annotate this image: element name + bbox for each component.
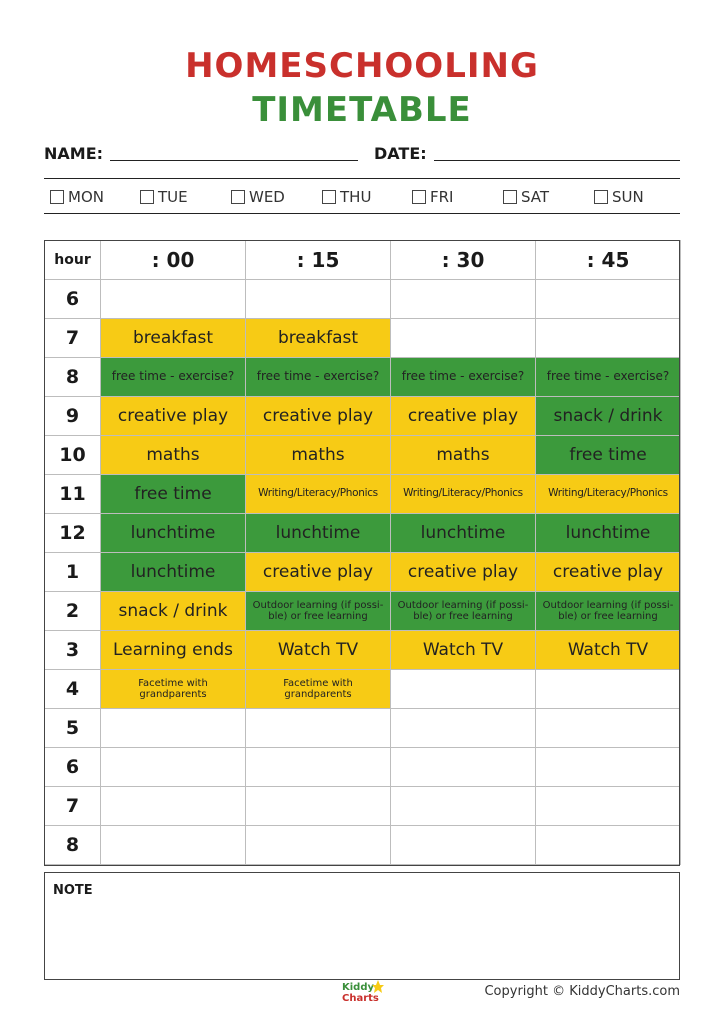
hour-label: 5 <box>45 709 101 748</box>
timetable-cell[interactable] <box>101 436 246 475</box>
note-label: NOTE <box>53 883 93 898</box>
timetable-cell[interactable] <box>536 670 681 709</box>
day-checkboxes <box>50 188 680 208</box>
activity-text: Facetime with grandparents <box>283 678 353 700</box>
activity-text: creative play <box>407 405 519 426</box>
timetable-cell[interactable] <box>536 475 681 514</box>
timetable-cell[interactable] <box>391 319 536 358</box>
activity-text: Watch TV <box>422 639 504 660</box>
timetable-cell[interactable] <box>246 670 391 709</box>
timetable-cell[interactable] <box>246 709 391 748</box>
timetable-cell[interactable] <box>101 475 246 514</box>
timetable-cell[interactable] <box>101 514 246 553</box>
timetable-cell[interactable] <box>246 475 391 514</box>
day-label: SUN <box>612 188 644 206</box>
page-title-line2: TIMETABLE <box>252 90 472 130</box>
timetable-cell[interactable] <box>536 514 681 553</box>
timetable-cell[interactable] <box>101 826 246 865</box>
timetable-cell[interactable] <box>391 436 536 475</box>
hour-label: 12 <box>45 514 101 553</box>
checkbox-icon[interactable] <box>140 190 154 204</box>
date-label: DATE: <box>374 144 427 163</box>
hour-label: 2 <box>45 592 101 631</box>
timetable-cell[interactable] <box>101 397 246 436</box>
timetable-cell[interactable] <box>391 280 536 319</box>
activity-text: breakfast <box>132 327 214 348</box>
timetable-cell[interactable] <box>536 358 681 397</box>
timetable-cell[interactable] <box>246 826 391 865</box>
timetable-cell[interactable] <box>101 553 246 592</box>
name-label: NAME: <box>44 144 104 163</box>
day-label: MON <box>68 188 104 206</box>
hour-label: 8 <box>45 358 101 397</box>
timetable-cell[interactable] <box>391 553 536 592</box>
activity-text: maths <box>436 444 490 465</box>
activity-text: Outdoor learning (if possi-ble) or free learning <box>397 600 529 622</box>
activity-text: Outdoor learning (if possi-ble) or free learning <box>542 600 674 622</box>
timetable-cell[interactable] <box>536 748 681 787</box>
timetable-row <box>45 436 681 475</box>
timetable-cell[interactable] <box>391 709 536 748</box>
timetable-cell[interactable] <box>246 592 391 631</box>
timetable-cell[interactable] <box>536 319 681 358</box>
activity-text: Watch TV <box>277 639 359 660</box>
activity-text: lunchtime <box>130 561 216 582</box>
timetable-cell[interactable] <box>536 592 681 631</box>
column-header: : 30 <box>391 241 536 280</box>
hour-label: 6 <box>45 280 101 319</box>
column-header: : 45 <box>536 241 681 280</box>
timetable-cell[interactable] <box>391 787 536 826</box>
timetable-cell[interactable] <box>391 514 536 553</box>
page-title-line1: HOMESCHOOLING <box>185 46 539 86</box>
timetable-cell[interactable] <box>246 397 391 436</box>
activity-text: snack / drink <box>553 405 663 426</box>
activity-text: free time - exercise? <box>546 369 670 384</box>
column-header: : 15 <box>246 241 391 280</box>
timetable-row <box>45 475 681 514</box>
activity-text: Outdoor learning (if possi-ble) or free learning <box>252 600 384 622</box>
timetable-row <box>45 397 681 436</box>
timetable-cell[interactable] <box>101 709 246 748</box>
timetable-cell[interactable] <box>101 670 246 709</box>
timetable-row <box>45 631 681 670</box>
timetable-row <box>45 670 681 709</box>
day-checkbox-thu[interactable] <box>322 188 371 206</box>
timetable-cell[interactable] <box>246 514 391 553</box>
timetable-header-row <box>45 241 681 280</box>
checkbox-icon[interactable] <box>594 190 608 204</box>
activity-text: Writing/Literacy/Phonics <box>403 487 523 500</box>
day-label: THU <box>340 188 372 206</box>
note-box[interactable] <box>44 872 680 980</box>
checkbox-icon[interactable] <box>503 190 517 204</box>
checkbox-icon[interactable] <box>231 190 245 204</box>
timetable-cell[interactable] <box>536 826 681 865</box>
hour-label: 7 <box>45 787 101 826</box>
hour-label: 11 <box>45 475 101 514</box>
timetable-row <box>45 826 681 865</box>
timetable-cell[interactable] <box>101 787 246 826</box>
activity-text: Writing/Literacy/Phonics <box>548 487 668 500</box>
day-checkbox-sat[interactable] <box>503 188 549 206</box>
day-checkbox-wed[interactable] <box>231 188 285 206</box>
timetable-cell[interactable] <box>101 319 246 358</box>
timetable-cell[interactable] <box>101 631 246 670</box>
timetable-cell[interactable] <box>391 670 536 709</box>
activity-text: free time - exercise? <box>111 369 235 384</box>
divider <box>44 178 680 179</box>
day-label: WED <box>249 188 285 206</box>
timetable-cell[interactable] <box>536 436 681 475</box>
timetable-cell[interactable] <box>101 280 246 319</box>
activity-text: Learning ends <box>112 639 234 660</box>
activity-text: free time - exercise? <box>256 369 380 384</box>
timetable-cell[interactable] <box>246 436 391 475</box>
timetable-cell[interactable] <box>391 826 536 865</box>
timetable-row <box>45 592 681 631</box>
day-checkbox-fri[interactable] <box>412 188 453 206</box>
timetable-cell[interactable] <box>536 280 681 319</box>
hour-label: 6 <box>45 748 101 787</box>
activity-text: lunchtime <box>420 522 506 543</box>
activity-text: snack / drink <box>118 600 228 621</box>
timetable-row <box>45 748 681 787</box>
activity-text: lunchtime <box>130 522 216 543</box>
timetable-row <box>45 280 681 319</box>
activity-text: Facetime with grandparents <box>138 678 208 700</box>
timetable-row <box>45 787 681 826</box>
timetable-row <box>45 358 681 397</box>
divider <box>44 213 680 214</box>
timetable-cell[interactable] <box>391 592 536 631</box>
timetable-cell[interactable] <box>536 787 681 826</box>
day-checkbox-sun[interactable] <box>594 188 644 206</box>
svg-text:Charts: Charts <box>342 993 379 1004</box>
day-checkbox-mon[interactable] <box>50 188 104 206</box>
timetable <box>44 240 681 865</box>
activity-text: Watch TV <box>567 639 649 660</box>
hour-label: 8 <box>45 826 101 865</box>
activity-text: breakfast <box>277 327 359 348</box>
checkbox-icon[interactable] <box>412 190 426 204</box>
timetable-row <box>45 553 681 592</box>
activity-text: creative play <box>117 405 229 426</box>
timetable-cell[interactable] <box>101 358 246 397</box>
timetable-cell[interactable] <box>536 397 681 436</box>
activity-text: maths <box>291 444 345 465</box>
kiddycharts-logo <box>340 978 384 1004</box>
activity-text: creative play <box>262 561 374 582</box>
hour-label: 4 <box>45 670 101 709</box>
timetable-cell[interactable] <box>101 748 246 787</box>
activity-text: lunchtime <box>565 522 651 543</box>
day-checkbox-tue[interactable] <box>140 188 188 206</box>
timetable-cell[interactable] <box>246 748 391 787</box>
name-field[interactable] <box>110 160 358 161</box>
activity-text: free time <box>134 483 212 504</box>
timetable-cell[interactable] <box>536 709 681 748</box>
timetable-cell[interactable] <box>246 280 391 319</box>
activity-text: free time <box>569 444 647 465</box>
activity-text: creative play <box>407 561 519 582</box>
timetable-cell[interactable] <box>101 592 246 631</box>
timetable-cell[interactable] <box>391 631 536 670</box>
timetable-cell[interactable] <box>246 787 391 826</box>
timetable-cell[interactable] <box>391 748 536 787</box>
timetable-cell[interactable] <box>246 358 391 397</box>
hour-column-header: hour <box>45 241 101 280</box>
activity-text: lunchtime <box>275 522 361 543</box>
hour-label: 9 <box>45 397 101 436</box>
timetable-cell[interactable] <box>391 475 536 514</box>
column-header: : 00 <box>101 241 246 280</box>
svg-text:Kiddy: Kiddy <box>342 982 375 993</box>
activity-text: creative play <box>262 405 374 426</box>
timetable-cell[interactable] <box>391 397 536 436</box>
hour-label: 3 <box>45 631 101 670</box>
timetable-cell[interactable] <box>536 553 681 592</box>
day-label: FRI <box>430 188 454 206</box>
checkbox-icon[interactable] <box>50 190 64 204</box>
timetable-cell[interactable] <box>246 553 391 592</box>
timetable-cell[interactable] <box>536 631 681 670</box>
date-field[interactable] <box>434 160 680 161</box>
hour-label: 1 <box>45 553 101 592</box>
checkbox-icon[interactable] <box>322 190 336 204</box>
activity-text: creative play <box>552 561 664 582</box>
activity-text: free time - exercise? <box>401 369 525 384</box>
day-label: SAT <box>521 188 550 206</box>
hour-label: 10 <box>45 436 101 475</box>
timetable-cell[interactable] <box>391 358 536 397</box>
name-date-bar <box>44 144 680 166</box>
day-label: TUE <box>158 188 188 206</box>
timetable-cell[interactable] <box>246 631 391 670</box>
activity-text: maths <box>146 444 200 465</box>
timetable-cell[interactable] <box>246 319 391 358</box>
timetable-row <box>45 514 681 553</box>
hour-label: 7 <box>45 319 101 358</box>
activity-text: Writing/Literacy/Phonics <box>258 487 378 500</box>
timetable-row <box>45 319 681 358</box>
copyright-text: Copyright © KiddyCharts.com <box>484 984 680 999</box>
timetable-row <box>45 709 681 748</box>
